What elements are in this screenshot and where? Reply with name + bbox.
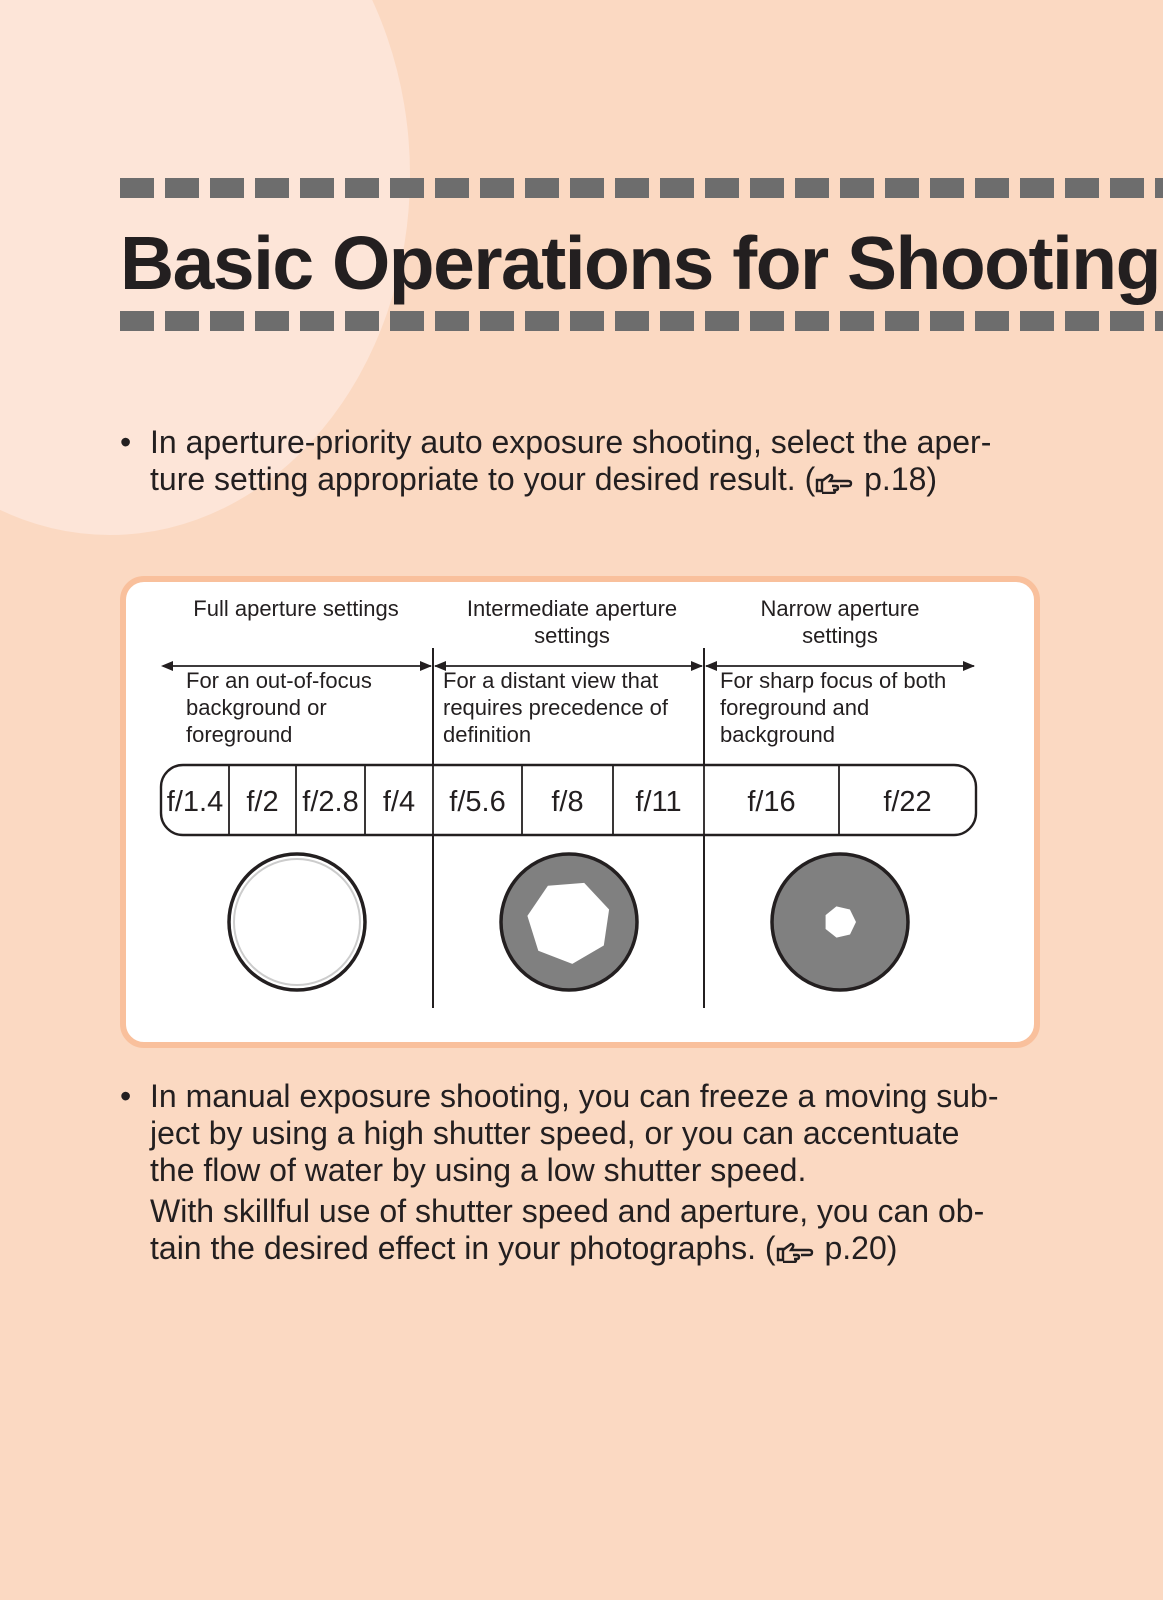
f-stop-label: f/11 [635,786,682,818]
bullet-line: In aperture-priority auto exposure shooting, select the aper- [150,424,992,460]
section-heading: settings [534,623,610,648]
bullet-text [150,424,1060,502]
section-description: For a distant view that [443,668,659,693]
section-description: requires precedence of [443,695,669,720]
bullet-line: the flow of water by using a low shutter speed. [150,1152,807,1188]
wide-aperture-icon [229,854,365,990]
bullet-dot: • [120,424,132,460]
title-dash-bar-top [120,178,1163,198]
bullet-line: tain the desired effect in your photographs. ( p.20) [150,1230,1060,1271]
arrowhead-right-icon [420,661,432,671]
section-description: foreground and [720,695,870,720]
arrowhead-left-icon [161,661,173,671]
section-description: definition [443,722,532,747]
f-stop-label: f/16 [747,786,796,818]
key-term: aperture-priority auto exposure shooting [185,424,754,460]
arrowhead-left-icon [705,661,717,671]
arrowhead-right-icon [691,661,703,671]
bullet-line: ture setting appropriate to your desired result. ( p.18) [150,461,1060,502]
pointing-hand-icon [815,465,855,502]
f-stop-label: f/5.6 [449,786,506,818]
pointing-hand-icon [776,1234,816,1271]
section-description: For an out-of-focus [186,668,372,693]
f-stop-label: f/8 [551,786,584,818]
section-description: For sharp focus of both [720,668,947,693]
section-description: background [720,722,835,747]
section-description: background or [186,695,327,720]
bullet-line: In manual exposure shooting, you can freeze a moving sub- [150,1078,999,1114]
bullet-line: ject by using a high shutter speed, or you can accentuate [150,1115,960,1151]
section-heading: Full aperture settings [193,596,399,621]
f-stop-label: f/4 [382,786,416,818]
arrowhead-right-icon [963,661,975,671]
section-heading: settings [802,623,878,648]
section-description: foreground [186,722,293,747]
bullet-line: With skillful use of shutter speed and aperture, you can ob- [150,1193,985,1229]
f-stop-label: f/22 [883,786,932,818]
bullet-text [150,1078,1060,1271]
f-stop-label: f/2.8 [302,786,359,818]
bullet-dot: • [120,1078,132,1114]
f-stop-label: f/1.4 [166,786,224,818]
section-heading: Intermediate aperture [466,596,678,621]
page-title: Basic Operations for Shooting [120,221,1160,305]
bullet-aperture-priority [120,424,1060,502]
key-term: manual exposure shooting [185,1078,561,1114]
bullet-manual-exposure [120,1078,1060,1271]
title-dash-bar-bottom [120,311,1163,331]
aperture-diagram [120,576,1040,1048]
aperture-diagram-graphic [126,582,1034,1042]
section-heading: Narrow aperture [760,596,920,621]
f-stop-label: f/2 [246,786,279,818]
